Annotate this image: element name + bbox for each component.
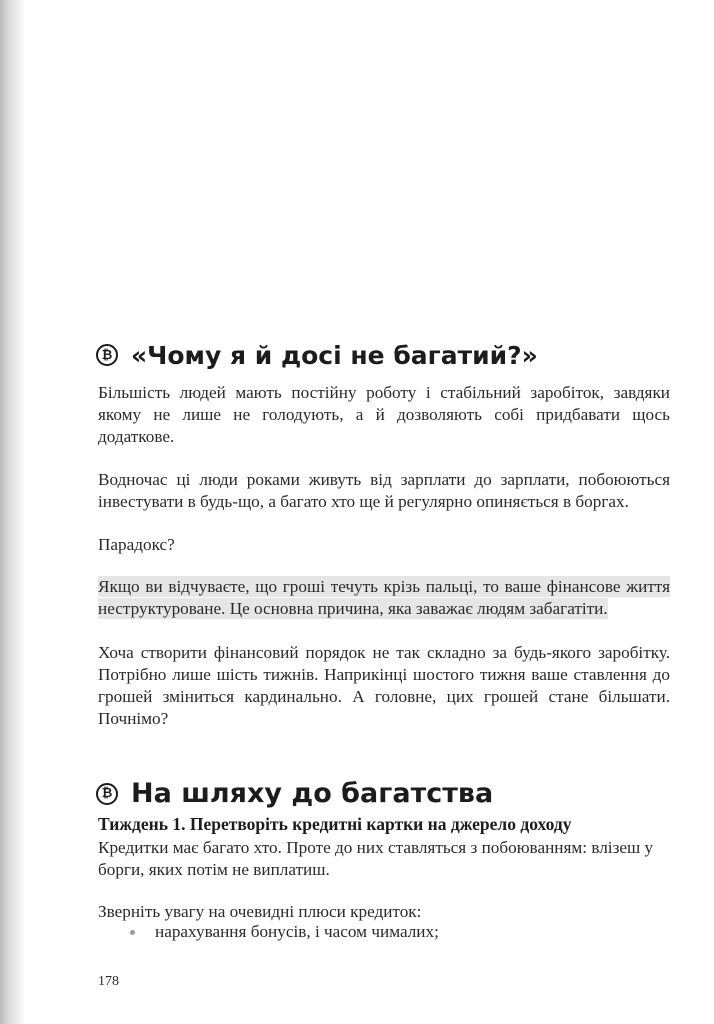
- page-number: 178: [98, 974, 119, 989]
- paragraph-paradox: Парадокс?: [98, 535, 175, 554]
- bitcoin-icon: ₿: [96, 344, 118, 366]
- highlighted-paragraph: [98, 576, 670, 620]
- credit-card-pluses-list: [130, 921, 439, 943]
- list-item-text: нарахування бонусів, і часом чималих;: [155, 922, 439, 941]
- section-heading-why-not-rich: [96, 341, 538, 370]
- highlighted-quote: Якщо ви відчуваєте, що гроші течуть крізь пальці, то ваше фінансове життя неструктуроване. Це основна причина, яка заважає людям забагатіти.: [98, 577, 670, 618]
- paragraph-six-weeks: Хоча створити фінансовий порядок не так складно за будь-якого заробітку. Потрібно лише шість тижнів. Наприкінці шостого тижня ваше ставлення до грошей зміниться кардинально. А головне, цих грошей стане більшати. Почнімо?: [98, 643, 670, 728]
- paragraph-pluses-intro: Зверніть увагу на очевидні плюси кредиток:: [98, 902, 422, 921]
- paragraph-steady-income: Більшість людей мають постійну роботу і стабільний заробіток, завдяки якому не лише не голодують, а й дозволяють собі придбавати щось додаткове.: [98, 383, 670, 446]
- paragraph-paycheck-to-paycheck: Водночас ці люди роками живуть від зарплати до зарплати, побоюються інвестувати в будь-що, а багато хто ще й регулярно опиняється в боргах.: [98, 470, 670, 511]
- week-1-title: Тиждень 1. Перетворіть кредитні картки на джерело доходу: [98, 814, 572, 834]
- section-heading-path-to-wealth: [96, 778, 493, 809]
- paragraph-credit-cards: Кредитки має багато хто. Проте до них ставляться з побоюванням: влізеш у борги, яких потім не виплатиш.: [98, 838, 654, 879]
- section-heading-text: На шляху до багатства: [131, 778, 494, 810]
- list-item: [130, 921, 439, 943]
- bitcoin-icon: ₿: [96, 783, 118, 805]
- section-heading-text: «Чому я й досі не багатий?»: [131, 340, 538, 370]
- book-spine-shadow: [0, 0, 24, 1024]
- bullet-dot-icon: [130, 930, 135, 935]
